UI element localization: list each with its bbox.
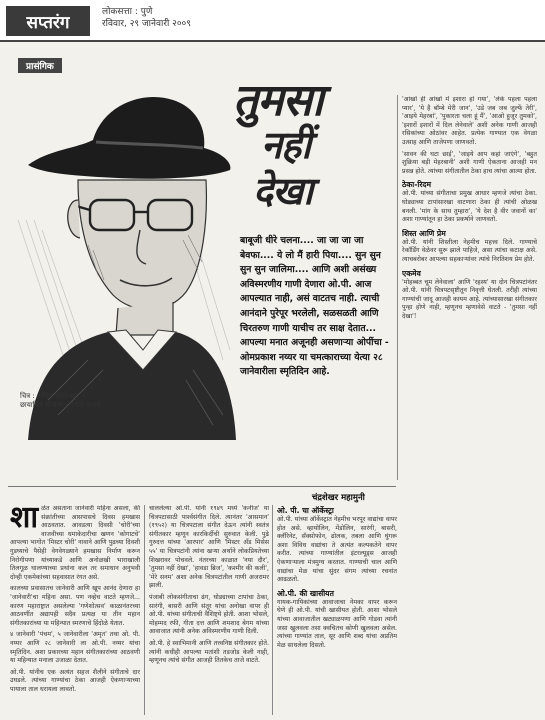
topic-tag: प्रासंगिक: [18, 58, 62, 73]
subheading: ओ. पी. चा ऑर्केस्ट्रा: [277, 506, 334, 515]
paragraph: 'आंखों ही आंखों में इशारा हो गया', 'लेके पहला पहला प्यार', 'ये है बॉम्बे मेरी जान', 'उडे जब जब जुल्फें तेरी', 'आइये मेहरबां', 'पुकारता चला हूं मैं', 'आओ हुजूर तुमको', 'इशारों इशारों में दिल लेनेवाले' अशी अनेक गाणी आजही रसिकांच्या ओठांवर आहेत. प्रत्येक गाण्यात एक वेगळा उत्साह आणि ताजेपणा जाणवतो.: [402, 96, 537, 146]
paragraph: ओ.पी. यांनी शिस्तीला नेहमीच महत्त्व दिले. गाण्याचे रेकॉर्डिंग वेळेवर सुरू झाले पाहिजे, असा त्यांचा कटाक्ष असे. त्याचबरोबर आपल्या सहकाऱ्यांवर त्यांचे निरतिशय प्रेम होते.: [402, 238, 537, 263]
subheading: ओ.पी. की खासीयत: [277, 588, 334, 598]
column-divider: [272, 505, 273, 715]
drop-cap: शा: [10, 505, 39, 535]
section-rule: [8, 486, 396, 487]
paragraph: ४ जानेवारी 'पंचम', ५ जानेवारीला 'अमृत' तथा ओ. पी. नय्यर आणि २८ जानेवारी ला ओ.पी. नय्यर यांचा स्मृतिदिन. अशा प्रकारच्या महान संगीतकारांच्या आठवणी या महिन्यात मनाला उजाळा देतात.: [10, 631, 140, 665]
caption-illustrator: चित्र : अनिल उपळेकर: [20, 392, 77, 400]
article-title: [225, 68, 375, 228]
edition-date: रविवार, २९ जानेवारी २००९: [102, 19, 191, 29]
article-column-4: [402, 96, 537, 714]
title-line-3: देखा: [253, 168, 313, 213]
caption-photo-credit: छायाचित्र सौजन्य : गणेश जाधव: [20, 401, 101, 409]
subheading: ठेका-रिदम: [402, 180, 432, 190]
column-divider: [144, 505, 145, 715]
photo-caption: [20, 392, 101, 410]
article-column-2: [149, 505, 269, 715]
article-intro: बाबूजी धीरे चलना.... जा जा जा जा बेवफा.... ये लो मैं हारी पिया.... सुन सुन सुन सुन जालिमा.... आणि अशी असंख्य अविस्मरणीय गाणी देणारा ओ.पी. आज आपल्यात नाही, असं वाटतच नाही. त्याची आनंदाने पुरेपूर भरलेली, सळसळती आणि चिरतरुण गाणी याचीच तर साक्ष देतात... आपल्या मनात अजूनही असणाऱ्या ओपींचा - ओमप्रकाश नय्यर या चमत्काराच्या येत्या २८ जानेवारीला स्मृतिदिन आहे.: [240, 235, 389, 378]
edition-city: लोकसत्ता : पुणे: [102, 7, 153, 17]
masthead-rule: [0, 40, 545, 42]
paragraph: ओ.पी. यांनीच एक अत्यंत सहज शैलीने संगीताचे दार उघडले. त्यांच्या गाण्यांचा ठेका आजही ऐकणाऱ्याच्या पायाला ताल धरायला लावतो.: [10, 668, 140, 693]
paragraph: 'सावन की घटा छाई', 'जाइये आप कहां जाएंगे', 'बहुत शुक्रिया बड़ी मेहरबानी' अशी गाणी ऐकताना आजही मन प्रसन्न होते. त्यांच्या संगीतातील ठेका हाच त्यांचा आत्मा होता.: [402, 150, 537, 175]
article-column-3: [277, 505, 397, 715]
column-divider: [397, 95, 398, 480]
article-column-1: [10, 505, 140, 715]
byline: चंद्रशेखर महामुनी: [312, 493, 365, 503]
title-line-1: तुमसा: [233, 75, 323, 126]
paragraph: 'मोहब्बत चूम लेनेवाला' आणि 'रहस्य' या दोन चित्रपटांनंतर ओ.पी. यांनी चित्रपटसृष्टीतून निवृत्ती घेतली. तरीही त्यांच्या गाण्यांची जादू आजही कायम आहे. त्यांच्यासारखा संगीतकार पुन्हा होणे नाही, म्हणूनच म्हणावेसे वाटते - 'तुमसा नहीं देखा'!: [402, 278, 537, 320]
paragraph: ओ.पी. यांच्या ऑर्केस्ट्रात नेहमीच भरपूर वाद्यांचा वापर होत असे. व्हायोलिन, मेंडोलिन, सारंगी, बासरी, क्लॅरिनेट, सॅक्सोफोन, ढोलक, तबला आणि घुंगरू अशा विविध वाद्यांचा ते अत्यंत कल्पकतेने वापर करीत. त्यांच्या गाण्यांतील इंटरल्यूड्स आजही ऐकणाऱ्याला मंत्रमुग्ध करतात. गाण्याची चाल आणि वाद्यांचा मेळ यांचा सुंदर संगम त्यांच्या रचनांत आढळतो.: [277, 516, 397, 584]
paragraph: कालच्या प्रवासातच जानेवारी आणि खूप आनंद देणारा हा 'जानेवारी'चा महिना असा. पण नव्हेच वाटते म्हणजे... कारण महाराष्ट्रात असलेल्या 'गणेशोत्सव' काळानंतरच्या आठवणींत अद्यापही सदैव प्रत्यक्ष या तीन महान संगीतकारांच्या या महिन्यात स्मरणाचे हिंदोळे येतात.: [10, 585, 140, 627]
section-title: सप्तरंग: [6, 6, 90, 36]
subheading: शिस्त आणि प्रेम: [402, 228, 446, 238]
subheading: एकमेव: [402, 268, 421, 278]
edition-info: [102, 6, 191, 30]
paragraph: चाललेल्या ओ.पी. यांनी १९४९ मध्ये 'कनीज' या चित्रपटासाठी पार्श्वसंगीत दिले. त्यानंतर 'आसमान' (१९५२) या चित्रपटाला संगीत देऊन त्यांनी स्वतंत्र संगीतकार म्हणून कारकिर्दीची सुरुवात केली. पुढे गुरुदत्त यांच्या 'आरपार' आणि 'मिस्टर अँड मिसेस ५५' या चित्रपटांनी त्यांना खऱ्या अर्थाने लोकप्रियतेच्या शिखरावर पोचवले. नंतरच्या काळात 'नया दौर', 'तुमसा नहीं देखा', 'हावडा ब्रिज', 'कश्मीर की कली', 'मेरे सनम' अशा अनेक चित्रपटांतील गाणी अजरामर झाली.: [149, 505, 269, 590]
portrait-illustration: [8, 70, 238, 440]
paragraph: पंजाबी लोकसंगीताचा ढंग, घोड्याच्या टापांचा ठेका, सारंगी, बासरी आणि संतूर यांचा अनोखा वापर ही ओ.पी. यांच्या संगीताची वैशिष्ट्ये होती. आशा भोसले, मोहम्मद रफी, गीता दत्त आणि शमशाद बेगम यांच्या आवाजात त्यांनी अनेक अविस्मरणीय गाणी दिली.: [149, 593, 269, 636]
paragraph: ओ.पी. हे स्वाभिमानी आणि तत्त्वनिष्ठ संगीतकार होते. त्यांनी कधीही आपल्या मतांशी तडजोड केली नाही, म्हणूनच त्यांचे संगीत आजही तितकेच ताजे वाटते.: [149, 639, 269, 665]
paragraph: ळेत असताना जानेवारी महिना असला, की संक्रांतीच्या आसपासचे दिवस हमखास आठवतात. आवडत्या दिवसी 'चोरी'च्या वाजवीच्या धमाकेदारीचा खणन 'कोगाटचे' आपल्या भागोत 'मिस्टर चोरी' नावाने आणि पुढच्या दिवशी गुडघ्याचे पैसेही वेगवेगळ्याने हमखास निर्माण करून निरोगीपणा यांच्याकडे आणि अनोळखी भाराखाली तिलगूळ घालण्याच्या प्रथांना कल तर समाधान अनुभवी दोन्ही एकमेकांच्या सहवासात रंगत असे.: [10, 505, 140, 581]
title-line-2: नहीं: [261, 122, 311, 167]
paragraph: गायक-गायिकांच्या आवाजाचा नेमका वापर करून घेणे ही ओ.पी. यांची खासीयत होती. आशा भोसले यांच्या आवाजातील खट्याळपणा आणि गोडवा त्यांनी जसा खुलवला तसा क्वचितच कोणी खुलवला असेल. त्यांच्या गाण्यांत ताल, सूर आणि शब्द यांचा अप्रतिम मेळ साधलेला दिसतो.: [277, 598, 397, 649]
paragraph: ओ.पी. यांच्या संगीताचा प्रमुख आधार म्हणजे त्यांचा ठेका. घोड्याच्या टापांसारखा वाटणारा ठेका ही त्यांची ओळख बनली. 'मांग के साथ तुम्हारा', 'ये देश है वीर जवानों का' अशा गाण्यांतून हा ठेका प्रकर्षाने जाणवतो.: [402, 190, 537, 224]
